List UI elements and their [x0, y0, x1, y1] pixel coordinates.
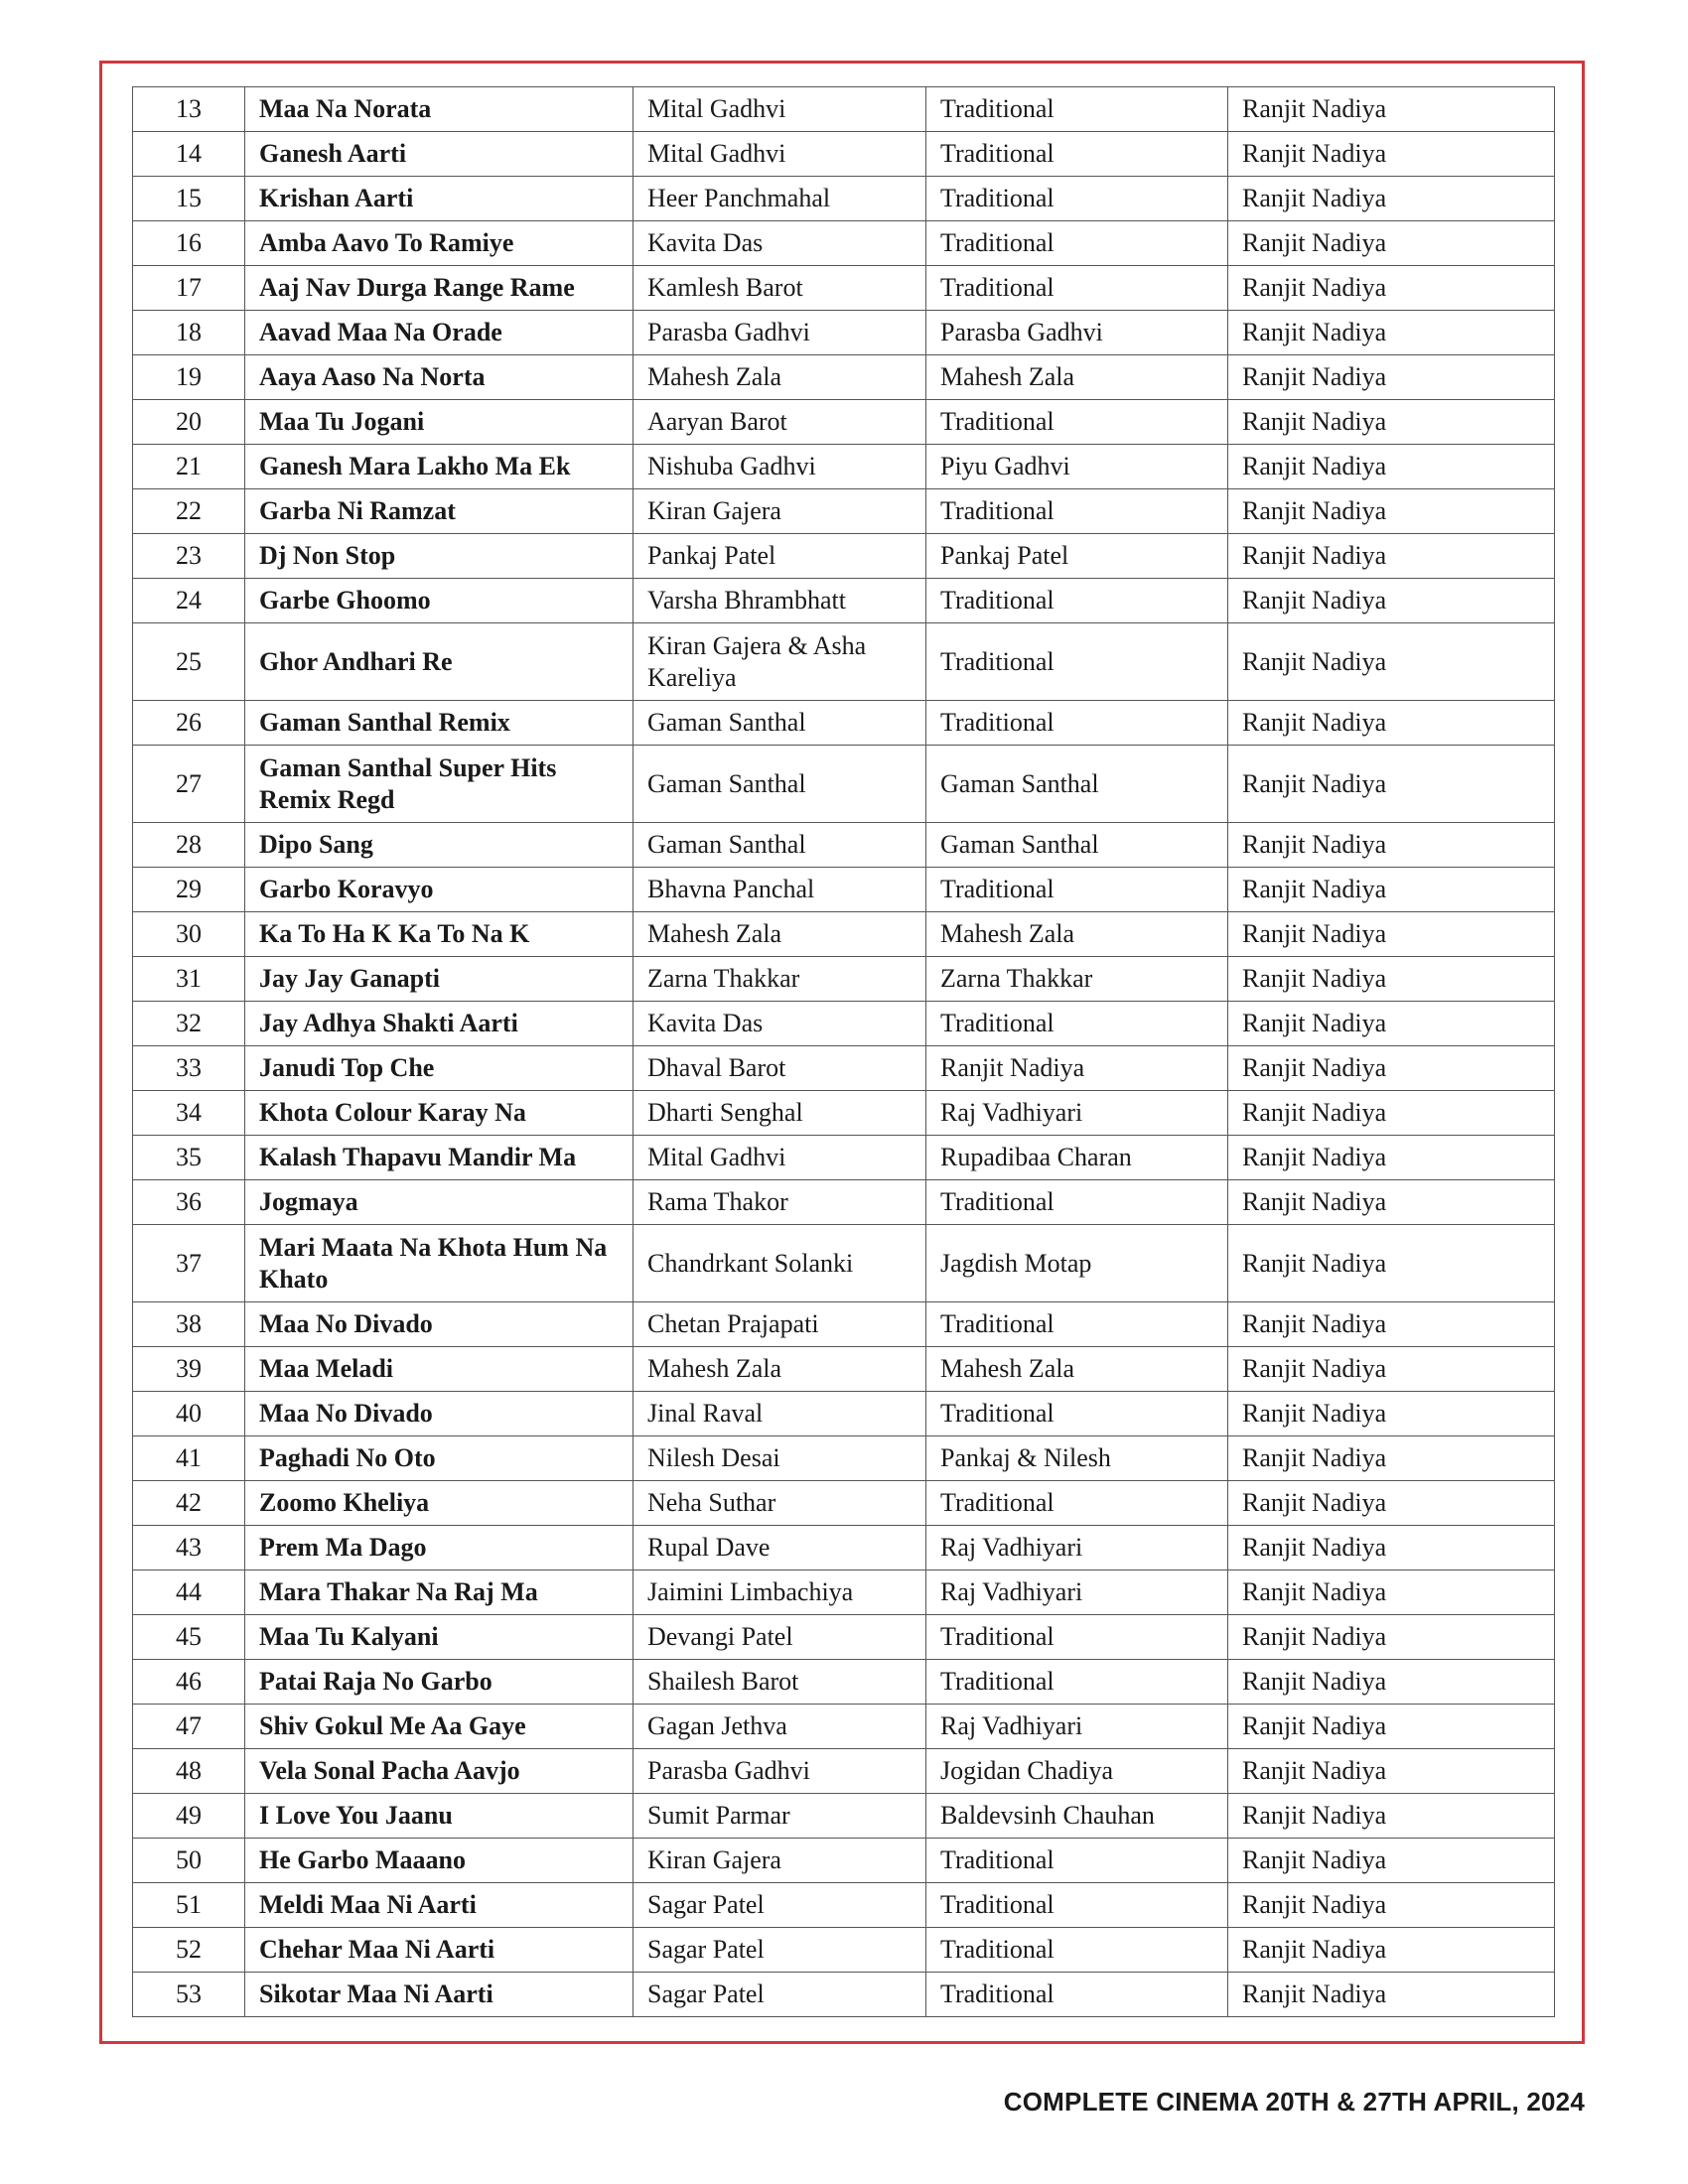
song-title: Sikotar Maa Ni Aarti — [245, 1973, 633, 2017]
table-row — [133, 1660, 1555, 1705]
song-singer: Bhavna Panchal — [633, 868, 926, 912]
song-title: Vela Sonal Pacha Aavjo — [245, 1749, 633, 1794]
song-lyricist: Zarna Thakkar — [926, 957, 1228, 1002]
song-title: Zoomo Kheliya — [245, 1481, 633, 1526]
song-singer: Sagar Patel — [633, 1928, 926, 1973]
song-title: Jay Adhya Shakti Aarti — [245, 1002, 633, 1046]
song-composer: Ranjit Nadiya — [1228, 1347, 1555, 1392]
song-number: 23 — [133, 534, 245, 579]
song-lyricist: Traditional — [926, 221, 1228, 266]
song-number: 43 — [133, 1526, 245, 1570]
song-singer: Rupal Dave — [633, 1526, 926, 1570]
song-singer: Gaman Santhal — [633, 823, 926, 868]
song-number: 14 — [133, 132, 245, 177]
song-number: 17 — [133, 266, 245, 311]
song-composer: Ranjit Nadiya — [1228, 489, 1555, 534]
song-title: Dipo Sang — [245, 823, 633, 868]
song-singer: Sagar Patel — [633, 1973, 926, 2017]
song-title: Amba Aavo To Ramiye — [245, 221, 633, 266]
table-row — [133, 1436, 1555, 1481]
song-composer: Ranjit Nadiya — [1228, 1973, 1555, 2017]
table-row — [133, 1225, 1555, 1302]
table-row — [133, 1481, 1555, 1526]
song-number: 34 — [133, 1091, 245, 1136]
song-lyricist: Traditional — [926, 132, 1228, 177]
song-number: 16 — [133, 221, 245, 266]
song-lyricist: Traditional — [926, 177, 1228, 221]
song-lyricist: Traditional — [926, 400, 1228, 445]
song-title: Patai Raja No Garbo — [245, 1660, 633, 1705]
song-number: 18 — [133, 311, 245, 355]
song-composer: Ranjit Nadiya — [1228, 868, 1555, 912]
song-lyricist: Traditional — [926, 1973, 1228, 2017]
table-row — [133, 87, 1555, 132]
song-title: I Love You Jaanu — [245, 1794, 633, 1839]
song-lyricist: Traditional — [926, 579, 1228, 623]
song-lyricist: Jagdish Motap — [926, 1225, 1228, 1302]
song-title: Ghor Andhari Re — [245, 623, 633, 701]
song-composer: Ranjit Nadiya — [1228, 1928, 1555, 1973]
song-number: 40 — [133, 1392, 245, 1436]
song-title: Gaman Santhal Super Hits Remix Regd — [245, 746, 633, 823]
song-lyricist: Traditional — [926, 489, 1228, 534]
song-singer: Mahesh Zala — [633, 912, 926, 957]
song-lyricist: Traditional — [926, 623, 1228, 701]
song-lyricist: Traditional — [926, 701, 1228, 746]
song-number: 31 — [133, 957, 245, 1002]
song-number: 36 — [133, 1180, 245, 1225]
song-lyricist: Pankaj Patel — [926, 534, 1228, 579]
song-lyricist: Gaman Santhal — [926, 823, 1228, 868]
song-number: 13 — [133, 87, 245, 132]
song-composer: Ranjit Nadiya — [1228, 1002, 1555, 1046]
song-title: Maa Meladi — [245, 1347, 633, 1392]
song-lyricist: Traditional — [926, 868, 1228, 912]
song-composer: Ranjit Nadiya — [1228, 445, 1555, 489]
song-title: Mara Thakar Na Raj Ma — [245, 1570, 633, 1615]
song-title: Ka To Ha K Ka To Na K — [245, 912, 633, 957]
song-number: 30 — [133, 912, 245, 957]
song-singer: Kamlesh Barot — [633, 266, 926, 311]
song-lyricist: Traditional — [926, 1928, 1228, 1973]
song-composer: Ranjit Nadiya — [1228, 912, 1555, 957]
song-title: Krishan Aarti — [245, 177, 633, 221]
song-number: 33 — [133, 1046, 245, 1091]
song-number: 27 — [133, 746, 245, 823]
song-singer: Kiran Gajera & Asha Kareliya — [633, 623, 926, 701]
table-row — [133, 1002, 1555, 1046]
song-singer: Kavita Das — [633, 221, 926, 266]
song-composer: Ranjit Nadiya — [1228, 1392, 1555, 1436]
song-composer: Ranjit Nadiya — [1228, 534, 1555, 579]
song-composer: Ranjit Nadiya — [1228, 132, 1555, 177]
song-singer: Kavita Das — [633, 1002, 926, 1046]
song-lyricist: Traditional — [926, 266, 1228, 311]
song-singer: Chetan Prajapati — [633, 1302, 926, 1347]
song-singer: Nishuba Gadhvi — [633, 445, 926, 489]
song-title: Kalash Thapavu Mandir Ma — [245, 1136, 633, 1180]
song-composer: Ranjit Nadiya — [1228, 266, 1555, 311]
song-composer: Ranjit Nadiya — [1228, 1302, 1555, 1347]
song-lyricist: Parasba Gadhvi — [926, 311, 1228, 355]
song-singer: Devangi Patel — [633, 1615, 926, 1660]
song-lyricist: Traditional — [926, 87, 1228, 132]
song-number: 15 — [133, 177, 245, 221]
song-title: Shiv Gokul Me Aa Gaye — [245, 1705, 633, 1749]
table-row — [133, 489, 1555, 534]
song-number: 26 — [133, 701, 245, 746]
table-row — [133, 1794, 1555, 1839]
song-number: 53 — [133, 1973, 245, 2017]
table-row — [133, 579, 1555, 623]
song-singer: Kiran Gajera — [633, 489, 926, 534]
table-row — [133, 1180, 1555, 1225]
table-row — [133, 701, 1555, 746]
song-composer: Ranjit Nadiya — [1228, 1046, 1555, 1091]
song-title: Maa Na Norata — [245, 87, 633, 132]
table-row — [133, 1973, 1555, 2017]
song-title: Jay Jay Ganapti — [245, 957, 633, 1002]
song-composer: Ranjit Nadiya — [1228, 1839, 1555, 1883]
song-singer: Aaryan Barot — [633, 400, 926, 445]
song-singer: Gagan Jethva — [633, 1705, 926, 1749]
song-composer: Ranjit Nadiya — [1228, 579, 1555, 623]
song-singer: Jinal Raval — [633, 1392, 926, 1436]
song-singer: Rama Thakor — [633, 1180, 926, 1225]
song-lyricist: Raj Vadhiyari — [926, 1705, 1228, 1749]
song-rows — [133, 87, 1555, 2017]
song-singer: Zarna Thakkar — [633, 957, 926, 1002]
song-composer: Ranjit Nadiya — [1228, 87, 1555, 132]
song-title: Ganesh Mara Lakho Ma Ek — [245, 445, 633, 489]
song-composer: Ranjit Nadiya — [1228, 1749, 1555, 1794]
song-composer: Ranjit Nadiya — [1228, 355, 1555, 400]
song-singer: Neha Suthar — [633, 1481, 926, 1526]
song-lyricist: Pankaj & Nilesh — [926, 1436, 1228, 1481]
song-lyricist: Traditional — [926, 1481, 1228, 1526]
table-row — [133, 1570, 1555, 1615]
song-title: Garba Ni Ramzat — [245, 489, 633, 534]
song-number: 37 — [133, 1225, 245, 1302]
song-singer: Kiran Gajera — [633, 1839, 926, 1883]
song-title: Maa Tu Kalyani — [245, 1615, 633, 1660]
table-row — [133, 132, 1555, 177]
song-title: Aavad Maa Na Orade — [245, 311, 633, 355]
song-composer: Ranjit Nadiya — [1228, 1526, 1555, 1570]
song-number: 42 — [133, 1481, 245, 1526]
song-title: Jogmaya — [245, 1180, 633, 1225]
table-row — [133, 1136, 1555, 1180]
song-title: Aaj Nav Durga Range Rame — [245, 266, 633, 311]
song-title: Prem Ma Dago — [245, 1526, 633, 1570]
song-composer: Ranjit Nadiya — [1228, 746, 1555, 823]
song-lyricist: Raj Vadhiyari — [926, 1091, 1228, 1136]
song-number: 19 — [133, 355, 245, 400]
song-lyricist: Mahesh Zala — [926, 912, 1228, 957]
song-title: Garbo Koravyo — [245, 868, 633, 912]
song-number: 47 — [133, 1705, 245, 1749]
table-row — [133, 400, 1555, 445]
song-title: Paghadi No Oto — [245, 1436, 633, 1481]
song-singer: Mahesh Zala — [633, 355, 926, 400]
song-number: 20 — [133, 400, 245, 445]
song-number: 28 — [133, 823, 245, 868]
song-lyricist: Traditional — [926, 1180, 1228, 1225]
song-composer: Ranjit Nadiya — [1228, 701, 1555, 746]
song-lyricist: Traditional — [926, 1002, 1228, 1046]
table-row — [133, 1392, 1555, 1436]
song-singer: Jaimini Limbachiya — [633, 1570, 926, 1615]
song-composer: Ranjit Nadiya — [1228, 177, 1555, 221]
song-number: 35 — [133, 1136, 245, 1180]
song-number: 21 — [133, 445, 245, 489]
table-row — [133, 912, 1555, 957]
table-row — [133, 1928, 1555, 1973]
table-row — [133, 823, 1555, 868]
song-composer: Ranjit Nadiya — [1228, 1136, 1555, 1180]
song-title: Chehar Maa Ni Aarti — [245, 1928, 633, 1973]
song-singer: Mital Gadhvi — [633, 87, 926, 132]
song-lyricist: Raj Vadhiyari — [926, 1570, 1228, 1615]
song-composer: Ranjit Nadiya — [1228, 1091, 1555, 1136]
song-singer: Sagar Patel — [633, 1883, 926, 1928]
song-number: 52 — [133, 1928, 245, 1973]
song-singer: Mital Gadhvi — [633, 1136, 926, 1180]
table-row — [133, 1091, 1555, 1136]
song-singer: Chandrkant Solanki — [633, 1225, 926, 1302]
song-number: 39 — [133, 1347, 245, 1392]
table-row — [133, 1883, 1555, 1928]
table-row — [133, 1347, 1555, 1392]
song-title: Maa Tu Jogani — [245, 400, 633, 445]
song-composer: Ranjit Nadiya — [1228, 400, 1555, 445]
song-number: 51 — [133, 1883, 245, 1928]
song-lyricist: Raj Vadhiyari — [926, 1526, 1228, 1570]
song-composer: Ranjit Nadiya — [1228, 623, 1555, 701]
song-lyricist: Traditional — [926, 1615, 1228, 1660]
song-number: 45 — [133, 1615, 245, 1660]
song-composer: Ranjit Nadiya — [1228, 1883, 1555, 1928]
table-row — [133, 1705, 1555, 1749]
song-lyricist: Traditional — [926, 1883, 1228, 1928]
song-lyricist: Baldevsinh Chauhan — [926, 1794, 1228, 1839]
song-composer: Ranjit Nadiya — [1228, 823, 1555, 868]
song-composer: Ranjit Nadiya — [1228, 1794, 1555, 1839]
song-lyricist: Traditional — [926, 1392, 1228, 1436]
song-title: Ganesh Aarti — [245, 132, 633, 177]
song-number: 48 — [133, 1749, 245, 1794]
song-lyricist: Traditional — [926, 1302, 1228, 1347]
song-number: 32 — [133, 1002, 245, 1046]
song-singer: Dhaval Barot — [633, 1046, 926, 1091]
song-singer: Mital Gadhvi — [633, 132, 926, 177]
table-row — [133, 1749, 1555, 1794]
table-row — [133, 177, 1555, 221]
song-lyricist: Rupadibaa Charan — [926, 1136, 1228, 1180]
song-title: He Garbo Maaano — [245, 1839, 633, 1883]
song-singer: Nilesh Desai — [633, 1436, 926, 1481]
song-lyricist: Ranjit Nadiya — [926, 1046, 1228, 1091]
song-title: Maa No Divado — [245, 1302, 633, 1347]
table-row — [133, 868, 1555, 912]
song-number: 41 — [133, 1436, 245, 1481]
song-composer: Ranjit Nadiya — [1228, 1180, 1555, 1225]
song-lyricist: Traditional — [926, 1839, 1228, 1883]
song-credits-table — [132, 86, 1555, 2017]
table-row — [133, 355, 1555, 400]
song-singer: Mahesh Zala — [633, 1347, 926, 1392]
song-composer: Ranjit Nadiya — [1228, 1225, 1555, 1302]
song-title: Maa No Divado — [245, 1392, 633, 1436]
song-singer: Sumit Parmar — [633, 1794, 926, 1839]
song-singer: Gaman Santhal — [633, 701, 926, 746]
song-title: Janudi Top Che — [245, 1046, 633, 1091]
table-row — [133, 746, 1555, 823]
issue-footer: COMPLETE CINEMA 20TH & 27TH APRIL, 2024 — [1003, 2087, 1585, 2116]
song-number: 46 — [133, 1660, 245, 1705]
table-row — [133, 311, 1555, 355]
song-title: Mari Maata Na Khota Hum Na Khato — [245, 1225, 633, 1302]
song-title: Gaman Santhal Remix — [245, 701, 633, 746]
song-singer: Gaman Santhal — [633, 746, 926, 823]
song-singer: Varsha Bhrambhatt — [633, 579, 926, 623]
song-title: Aaya Aaso Na Norta — [245, 355, 633, 400]
table-row — [133, 221, 1555, 266]
table-row — [133, 534, 1555, 579]
song-singer: Shailesh Barot — [633, 1660, 926, 1705]
song-number: 50 — [133, 1839, 245, 1883]
song-lyricist: Gaman Santhal — [926, 746, 1228, 823]
table-row — [133, 1526, 1555, 1570]
table-row — [133, 1615, 1555, 1660]
song-title: Khota Colour Karay Na — [245, 1091, 633, 1136]
song-number: 24 — [133, 579, 245, 623]
song-title: Dj Non Stop — [245, 534, 633, 579]
song-title: Garbe Ghoomo — [245, 579, 633, 623]
song-lyricist: Mahesh Zala — [926, 355, 1228, 400]
song-lyricist: Traditional — [926, 1660, 1228, 1705]
song-composer: Ranjit Nadiya — [1228, 957, 1555, 1002]
song-composer: Ranjit Nadiya — [1228, 1436, 1555, 1481]
song-singer: Heer Panchmahal — [633, 177, 926, 221]
song-composer: Ranjit Nadiya — [1228, 311, 1555, 355]
song-composer: Ranjit Nadiya — [1228, 1660, 1555, 1705]
song-lyricist: Piyu Gadhvi — [926, 445, 1228, 489]
song-singer: Dharti Senghal — [633, 1091, 926, 1136]
table-row — [133, 957, 1555, 1002]
table-row — [133, 623, 1555, 701]
song-composer: Ranjit Nadiya — [1228, 1615, 1555, 1660]
song-composer: Ranjit Nadiya — [1228, 1570, 1555, 1615]
song-number: 38 — [133, 1302, 245, 1347]
song-composer: Ranjit Nadiya — [1228, 221, 1555, 266]
song-number: 22 — [133, 489, 245, 534]
song-number: 25 — [133, 623, 245, 701]
song-number: 49 — [133, 1794, 245, 1839]
table-row — [133, 1839, 1555, 1883]
song-lyricist: Mahesh Zala — [926, 1347, 1228, 1392]
song-lyricist: Jogidan Chadiya — [926, 1749, 1228, 1794]
song-composer: Ranjit Nadiya — [1228, 1481, 1555, 1526]
song-number: 29 — [133, 868, 245, 912]
song-singer: Pankaj Patel — [633, 534, 926, 579]
song-title: Meldi Maa Ni Aarti — [245, 1883, 633, 1928]
song-number: 44 — [133, 1570, 245, 1615]
table-row — [133, 266, 1555, 311]
table-row — [133, 1046, 1555, 1091]
song-composer: Ranjit Nadiya — [1228, 1705, 1555, 1749]
song-singer: Parasba Gadhvi — [633, 311, 926, 355]
song-singer: Parasba Gadhvi — [633, 1749, 926, 1794]
table-row — [133, 445, 1555, 489]
table-row — [133, 1302, 1555, 1347]
